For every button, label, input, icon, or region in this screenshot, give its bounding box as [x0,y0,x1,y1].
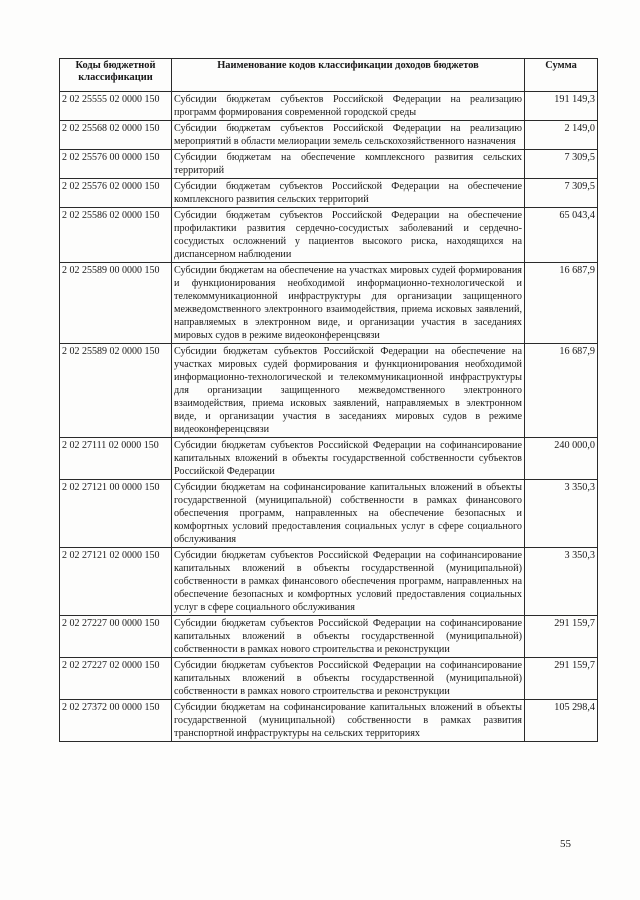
row-name: Субсидии бюджетам субъектов Российской Федерации на софинансирование капитальных вложений в объекты государственной (муниципальной) собственности в рамках нового строительства и реконструкции [172,616,525,658]
row-sum: 291 159,7 [525,658,598,700]
row-sum: 191 149,3 [525,92,598,121]
table-row [60,438,598,480]
table-row [60,480,598,548]
table-row [60,179,598,208]
table-row [60,150,598,179]
table-header [60,59,598,92]
row-name: Субсидии бюджетам субъектов Российской Федерации на софинансирование капитальных вложений в объекты государственной (муниципальной) собственности в рамках нового строительства и реконструкции [172,658,525,700]
row-code: 2 02 25586 02 0000 150 [60,208,172,263]
header-name: Наименование кодов классификации доходов бюджетов [172,59,525,92]
row-name: Субсидии бюджетам субъектов Российской Федерации на обеспечение комплексного развития сельских территорий [172,179,525,208]
table-row [60,263,598,344]
table-row [60,548,598,616]
row-sum: 3 350,3 [525,548,598,616]
row-code: 2 02 25589 02 0000 150 [60,344,172,438]
row-sum: 3 350,3 [525,480,598,548]
row-code: 2 02 25589 00 0000 150 [60,263,172,344]
table-row [60,92,598,121]
budget-classification-table [59,58,598,742]
row-sum: 105 298,4 [525,700,598,742]
row-sum: 16 687,9 [525,263,598,344]
row-sum: 65 043,4 [525,208,598,263]
table-row [60,658,598,700]
table-body [60,92,598,742]
row-name: Субсидии бюджетам субъектов Российской Федерации на обеспечение на участках мировых судей формирования и функционирования необходимой информационно-технологической и телекоммуникационной инфраструктуры для организации защищенного межведомственного электронного взаимодействия, приема исковых заявлений, направляемых в электронном виде, и организации участия в заседаниях мировых судов в режиме видеоконференцсвязи [172,344,525,438]
row-code: 2 02 25576 02 0000 150 [60,179,172,208]
row-code: 2 02 25568 02 0000 150 [60,121,172,150]
table-row [60,616,598,658]
table-row [60,344,598,438]
row-code: 2 02 25576 00 0000 150 [60,150,172,179]
table-row [60,700,598,742]
row-code: 2 02 27111 02 0000 150 [60,438,172,480]
row-sum: 291 159,7 [525,616,598,658]
row-sum: 7 309,5 [525,150,598,179]
row-code: 2 02 27121 00 0000 150 [60,480,172,548]
row-code: 2 02 27372 00 0000 150 [60,700,172,742]
row-name: Субсидии бюджетам субъектов Российской Федерации на софинансирование капитальных вложений в объекты государственной (муниципальной) собственности в рамках финансового обеспечения программ, направленных на обеспечение безопасных и комфортных условий предоставления социальных услуг в сфере социального обслуживания [172,548,525,616]
table-row [60,121,598,150]
header-code: Коды бюджетной классификации [60,59,172,92]
row-name: Субсидии бюджетам субъектов Российской Федерации на реализацию программ формирования современной городской среды [172,92,525,121]
header-sum: Сумма [525,59,598,92]
row-name: Субсидии бюджетам субъектов Российской Федерации на реализацию мероприятий в области мелиорации земель сельскохозяйственного назначения [172,121,525,150]
row-code: 2 02 27227 00 0000 150 [60,616,172,658]
page-number: 55 [560,838,571,850]
header-row [60,59,598,92]
row-name: Субсидии бюджетам на софинансирование капитальных вложений в объекты государственной (муниципальной) собственности в рамках финансового обеспечения программ, направленных на обеспечение безопасных и комфортных условий предоставления социальных услуг в сфере социального обслуживания [172,480,525,548]
row-sum: 7 309,5 [525,179,598,208]
row-name: Субсидии бюджетам на обеспечение на участках мировых судей формирования и функционирования необходимой информационно-технологической и телекоммуникационной инфраструктуры для организации защищенного межведомственного электронного взаимодействия, приема исковых заявлений, направляемых в электронном виде, и организации участия в заседаниях мировых судов в режиме видеоконференцсвязи [172,263,525,344]
row-name: Субсидии бюджетам на софинансирование капитальных вложений в объекты государственной (муниципальной) собственности в рамках развития транспортной инфраструктуры на сельских территориях [172,700,525,742]
row-code: 2 02 25555 02 0000 150 [60,92,172,121]
row-name: Субсидии бюджетам на обеспечение комплексного развития сельских территорий [172,150,525,179]
row-sum: 240 000,0 [525,438,598,480]
row-name: Субсидии бюджетам субъектов Российской Федерации на софинансирование капитальных вложений в объекты государственной собственности субъектов Российской Федерации [172,438,525,480]
table-row [60,208,598,263]
row-sum: 2 149,0 [525,121,598,150]
row-code: 2 02 27121 02 0000 150 [60,548,172,616]
row-sum: 16 687,9 [525,344,598,438]
row-code: 2 02 27227 02 0000 150 [60,658,172,700]
row-name: Субсидии бюджетам субъектов Российской Федерации на обеспечение профилактики развития сердечно-сосудистых заболеваний и сердечно-сосудистых осложнений у пациентов высокого риска, находящихся на диспансерном наблюдении [172,208,525,263]
